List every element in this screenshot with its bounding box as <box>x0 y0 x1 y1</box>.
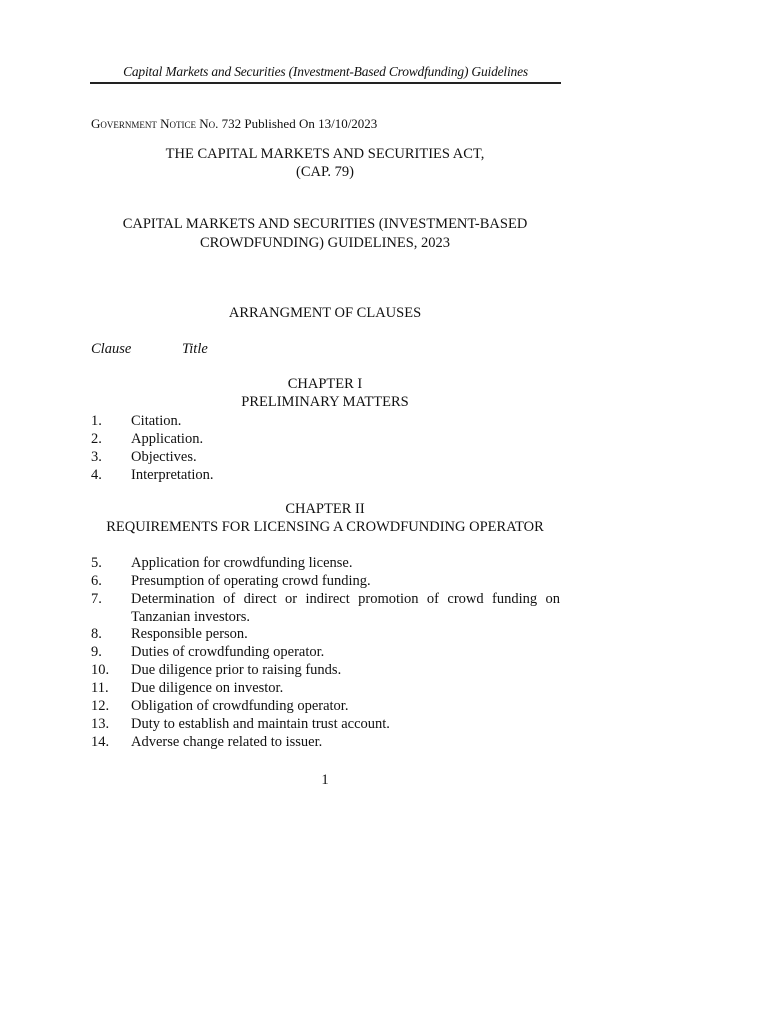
clause-title: Interpretation. <box>131 467 214 483</box>
clause-number: 14. <box>91 734 110 750</box>
column-header-clause: Clause <box>91 341 132 357</box>
clause-title: Obligation of crowdfunding operator. <box>131 698 349 714</box>
clause-title: Adverse change related to issuer. <box>131 734 323 750</box>
chapter-2-title: REQUIREMENTS FOR LICENSING A CROWDFUNDING OPERATOR <box>106 519 544 535</box>
page-number: 1 <box>321 772 329 788</box>
clause-number: 8. <box>91 626 102 642</box>
clause-number: 4. <box>91 467 102 483</box>
guidelines-title-line-1: CAPITAL MARKETS AND SECURITIES (INVESTMENT-BASED <box>122 216 528 232</box>
clause-number: 11. <box>91 680 109 696</box>
running-header: Capital Markets and Securities (Investment-Based Crowdfunding) Guidelines <box>90 64 561 84</box>
chapter-1-number: CHAPTER I <box>287 376 363 392</box>
guidelines-title-line-2: CROWDFUNDING) GUIDELINES, 2023 <box>199 235 451 251</box>
chapter-1-title: PRELIMINARY MATTERS <box>241 394 409 410</box>
government-notice <box>91 116 377 132</box>
clause-number: 13. <box>91 716 110 732</box>
clause-number: 9. <box>91 644 102 660</box>
clause-number: 6. <box>91 573 102 589</box>
clause-number: 7. <box>91 591 102 607</box>
clause-title: Duties of crowdfunding operator. <box>131 644 325 660</box>
government-notice-label: Government Notice No. <box>91 116 219 131</box>
clause-title: Due diligence on investor. <box>131 680 284 696</box>
clause-number: 3. <box>91 449 102 465</box>
clause-title: Application. <box>131 431 204 447</box>
clause-title: Determination of direct or indirect promotion of crowd funding on <box>131 591 560 607</box>
column-header-title: Title <box>182 341 208 357</box>
arrangement-heading: ARRANGMENT OF CLAUSES <box>228 305 422 321</box>
chapter-2-number: CHAPTER II <box>285 501 365 517</box>
clause-title: Application for crowdfunding license. <box>131 555 353 571</box>
clause-title: Due diligence prior to raising funds. <box>131 662 342 678</box>
clause-number: 2. <box>91 431 102 447</box>
clause-number: 12. <box>91 698 110 714</box>
clause-title: Objectives. <box>131 449 197 465</box>
clause-title-continuation: Tanzanian investors. <box>131 609 250 625</box>
government-notice-text: 732 Published On 13/10/2023 <box>218 116 378 131</box>
clause-number: 1. <box>91 413 102 429</box>
clause-number: 5. <box>91 555 102 571</box>
clause-title: Responsible person. <box>131 626 248 642</box>
act-title-line-1: THE CAPITAL MARKETS AND SECURITIES ACT, <box>165 146 485 162</box>
clause-number: 10. <box>91 662 110 678</box>
clause-title: Duty to establish and maintain trust account. <box>131 716 390 732</box>
act-title-line-2: (CAP. 79) <box>295 164 354 180</box>
clause-title: Citation. <box>131 413 182 429</box>
clause-title: Presumption of operating crowd funding. <box>131 573 371 589</box>
